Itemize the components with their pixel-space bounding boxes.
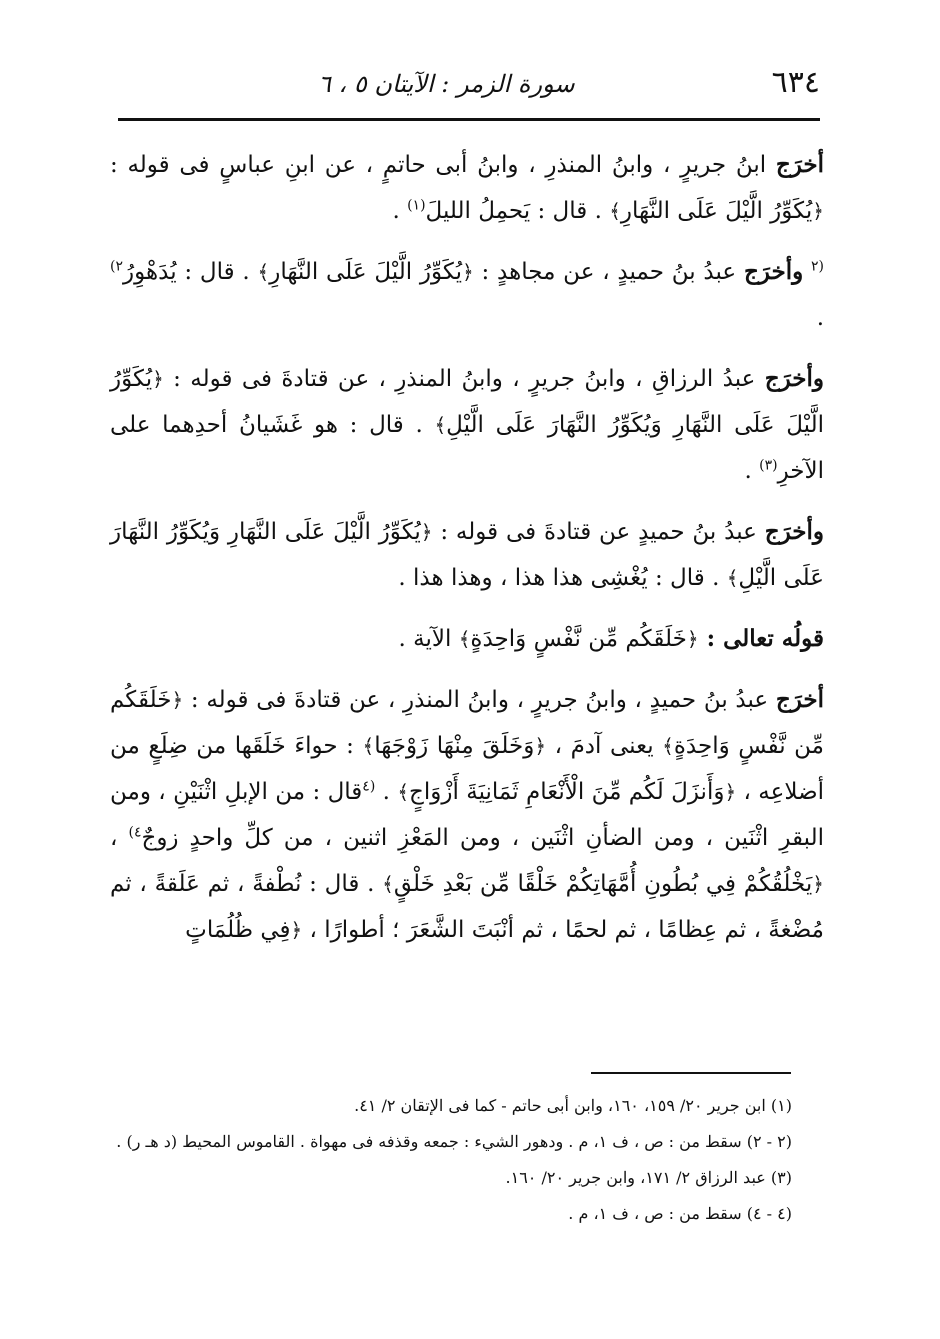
paragraph-text: . قال : نُطْفةً ، ثم عَلَقةً ، ثم مُضْغةً ، ثم عِظامًا ، ثم لحمًا ، ثم أنْبَتَ الشَّعَرَ ؛ أطوارًا ، [110,871,824,943]
ornament-open: ﴿ [461,260,474,284]
quran-quote: يُكَوِّرُ الَّيْلَ عَلَى النَّهَارِ وَيُكَوِّرُ النَّهَارَ عَلَى الَّيْلِ [110,366,824,438]
paragraph-text: قال : من الإبلِ اثْنَيْنِ ، ومن البقرِ اثْنَين ، ومن الضأنِ اثْنَين ، ومن المَعْزِ اثنين ، من كلِّ واحدٍ زوجٌ [110,779,825,851]
quran-quote: وَخَلَقَ مِنْهَا زَوْجَهَا [374,733,535,759]
quran-quote: يُكَوِّرُ الَّيْلَ عَلَى النَّهَارِ وَيُكَوِّرُ النَّهَارَ عَلَى الَّيْلِ [110,519,824,591]
quran-quote: خَلَقَكُم مِّن نَّفْسٍ وَاحِدَةٍ [470,626,687,652]
quran-quote: يُكَوِّرُ الَّيْلَ عَلَى النَّهَارِ [269,259,462,285]
footnote-2: (٢ - ٢) سقط من : ص ، ف ١، م . ودهور الشيء : جمعه وقذفه فى مهواة . القاموس المحيط (د هـ ر) . [116,1132,792,1151]
paragraph-lead: وأخرَج [764,365,824,392]
ornament-close: ﴾ [362,734,375,758]
paragraph-lead: قولُه تعالى : [698,625,824,652]
paragraph-1 [110,142,824,234]
running-head: سورة الزمر : الآيتان ٥ ، ٦ [318,70,575,98]
paragraph-text: عبدُ بنُ حميدٍ ، وابنُ جريرٍ ، وابنُ المنذرِ ، عن قتادةَ فى قوله : [183,687,776,713]
header-rule [118,118,820,121]
ornament-open: ﴿ [812,872,825,896]
page-header [118,64,820,104]
ornament-open: ﴿ [171,688,184,712]
paragraph-text: . قال : هو غَشَيانُ أحدِهما على الآخرِ [110,412,824,484]
quran-quote: خَلَقَكُم مِّن نَّفْسٍ وَاحِدَةٍ [110,687,824,759]
quran-quote: فِي ظُلُمَاتٍ [185,917,291,943]
paragraph-text: . قال : يُدَهْوِرُ [123,259,258,285]
ornament-open: ﴿ [724,780,737,804]
ornament-open: ﴿ [686,627,699,651]
footnote-ref: ٢) [110,258,123,275]
paragraph-text: . [744,458,760,484]
ornament-close: ﴾ [434,413,447,437]
paragraph-lead: وأخرَج [743,258,804,285]
paragraph-lead: وأخرَج [764,518,824,545]
paragraph-lead: أخرَج [775,151,824,178]
paragraph-3 [110,356,824,494]
quran-quote: يُكَوِّرُ الَّيْلَ عَلَى النَّهَارِ [620,198,813,224]
paragraph-text: . [392,198,408,224]
paragraph-text: الآية . [398,626,459,652]
ornament-open: ﴿ [152,367,164,391]
ornament-close: ﴾ [609,199,621,223]
paragraph-lead: أخرَج [775,686,824,713]
paragraph-text: ابنُ جريرٍ ، وابنُ المنذرِ ، وابنُ أبى حاتمٍ ، عن ابنِ عباسٍ فى قوله : [110,152,776,178]
paragraph-text: ، [110,825,129,851]
footnote-1: (١) ابن جرير ٢٠/ ١٥٩، ١٦٠، وابن أبى حاتم - كما فى الإتقان ٢/ ٤١. [354,1096,792,1115]
ornament-open: ﴿ [534,734,547,758]
ornament-open: ﴿ [420,520,433,544]
ornament-close: ﴾ [257,260,270,284]
paragraph-text: يعنى آدمَ ، [546,733,663,759]
paragraph-text: عبدُ بنُ حميدٍ ، عن مجاهدٍ : [473,259,744,285]
ornament-close: ﴾ [397,780,410,804]
footnotes [116,1088,792,1232]
paragraph-text: عبدُ بنُ حميدٍ عن قتادةَ فى قوله : [432,519,765,545]
quran-quote: يَخْلُقُكُمْ فِي بُطُونِ أُمَّهَاتِكُمْ خَلْقًا مِّن بَعْدِ خَلْقٍ [393,871,813,897]
footnote-ref: (١) [407,197,426,214]
paragraph-text: عبدُ الرزاقِ ، وابنُ جريرٍ ، وابنُ المنذرِ ، عن قتادةَ فى قوله : [163,366,765,392]
ornament-close: ﴾ [458,627,471,651]
footnote-3: (٣) عبد الرزاق ٢/ ١٧١، وابن جرير ٢٠/ ١٦٠. [505,1168,792,1187]
paragraph-5 [110,616,824,662]
ornament-close: ﴾ [726,566,739,590]
paragraph-4 [110,509,824,601]
footnote-ref: ٤) [128,824,142,841]
main-text [110,142,824,968]
ornament-open: ﴿ [812,199,824,223]
footnote-ref: (٤ [362,778,376,795]
footnote-ref: (٣) [759,457,778,474]
paragraph-text: . قال : يُغْشِى هذا هذا ، وهذا هذا . [398,565,727,591]
footnote-rule [591,1072,791,1074]
footnote-ref: (٢ [811,258,824,275]
paragraph-text: : حواءَ خَلَقَها من ضِلَعٍ من أضلاعِه ، [110,733,825,805]
page-number: ٦٣٤ [771,65,820,100]
paragraph-6 [110,677,824,953]
quran-quote: وَأَنزَلَ لَكُم مِّنَ الْأَنْعَامِ ثَمَانِيَةَ أَزْوَاجٍ [409,779,725,805]
paragraph-text: . قال : يَحمِلُ الليلَ [425,198,610,224]
paragraph-text: . [375,779,398,805]
ornament-open: ﴿ [290,918,303,942]
paragraph-2 [110,249,824,341]
ornament-close: ﴾ [382,872,394,896]
paragraph-text: . [816,305,824,331]
footnote-4: (٤ - ٤) سقط من : ص ، ف ١، م . [568,1204,792,1223]
ornament-close: ﴾ [662,734,674,758]
